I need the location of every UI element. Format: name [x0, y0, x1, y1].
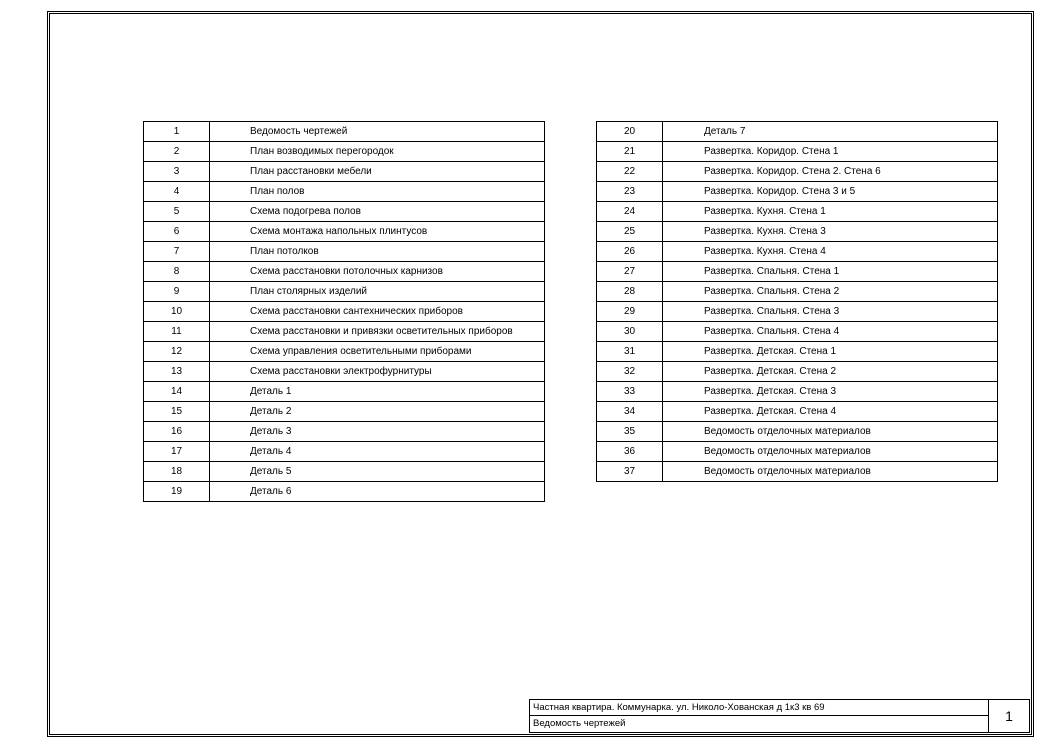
sheet-name-cell: Схема расстановки электрофурнитуры	[210, 362, 545, 382]
sheet-name-cell: План потолков	[210, 242, 545, 262]
table-row	[144, 462, 545, 482]
sheet-number-cell: 28	[597, 282, 663, 302]
sheet-name-cell: Схема расстановки сантехнических приборов	[210, 302, 545, 322]
sheet-name-cell: Деталь 7	[663, 122, 998, 142]
sheet-number-cell: 5	[144, 202, 210, 222]
sheet-number-cell: 15	[144, 402, 210, 422]
sheet-name-cell: Развертка. Коридор. Стена 2. Стена 6	[663, 162, 998, 182]
sheet-name-cell: Деталь 5	[210, 462, 545, 482]
sheet-name-cell: Ведомость отделочных материалов	[663, 462, 998, 482]
table-row	[144, 342, 545, 362]
sheet-name-cell: Деталь 1	[210, 382, 545, 402]
table-row	[597, 402, 998, 422]
table-row	[144, 382, 545, 402]
sheet-number-cell: 11	[144, 322, 210, 342]
sheet-number-cell: 31	[597, 342, 663, 362]
table-row	[597, 122, 998, 142]
sheet-number-cell: 35	[597, 422, 663, 442]
sheet-name-cell: Схема расстановки и привязки осветительных приборов	[210, 322, 545, 342]
sheet-name-cell: Развертка. Спальня. Стена 1	[663, 262, 998, 282]
sheet-number-cell: 34	[597, 402, 663, 422]
sheet-name-cell: Схема монтажа напольных плинтусов	[210, 222, 545, 242]
table-row	[597, 202, 998, 222]
sheet-number-cell: 8	[144, 262, 210, 282]
sheet-number-cell: 36	[597, 442, 663, 462]
sheet-name-cell: Развертка. Кухня. Стена 3	[663, 222, 998, 242]
sheet-name-cell: Развертка. Спальня. Стена 3	[663, 302, 998, 322]
title-block-sheet-title: Ведомость чертежей	[533, 718, 626, 729]
sheet-number-cell: 25	[597, 222, 663, 242]
sheet-number-cell: 6	[144, 222, 210, 242]
sheet-name-cell: Развертка. Кухня. Стена 4	[663, 242, 998, 262]
table-row	[597, 322, 998, 342]
sheet-name-cell: Развертка. Детская. Стена 4	[663, 402, 998, 422]
sheet-number-cell: 17	[144, 442, 210, 462]
table-row	[597, 422, 998, 442]
sheet-name-cell: Деталь 4	[210, 442, 545, 462]
table-row	[144, 402, 545, 422]
table-row	[597, 302, 998, 322]
sheet-number-cell: 16	[144, 422, 210, 442]
sheet-name-cell: Развертка. Коридор. Стена 3 и 5	[663, 182, 998, 202]
sheet-number-cell: 30	[597, 322, 663, 342]
sheet-number-cell: 37	[597, 462, 663, 482]
table-row	[144, 362, 545, 382]
sheet-number-cell: 32	[597, 362, 663, 382]
sheet-number-cell: 3	[144, 162, 210, 182]
table-row	[144, 202, 545, 222]
sheet-name-cell: Деталь 3	[210, 422, 545, 442]
sheet-number-cell: 2	[144, 142, 210, 162]
sheet-name-cell: План расстановки мебели	[210, 162, 545, 182]
sheet-number-cell: 10	[144, 302, 210, 322]
sheet-name-cell: Развертка. Кухня. Стена 1	[663, 202, 998, 222]
sheet-name-cell: Развертка. Спальня. Стена 2	[663, 282, 998, 302]
sheet-name-cell: План столярных изделий	[210, 282, 545, 302]
title-block-project: Частная квартира. Коммунарка. ул. Николо-Хованская д 1к3 кв 69	[530, 700, 988, 716]
table-row	[144, 142, 545, 162]
sheet-name-cell: Ведомость чертежей	[210, 122, 545, 142]
table-row	[144, 282, 545, 302]
table-row	[144, 182, 545, 202]
sheet-number-cell: 22	[597, 162, 663, 182]
table-row	[597, 462, 998, 482]
sheet-name-cell: Развертка. Детская. Стена 3	[663, 382, 998, 402]
sheet-number-cell: 29	[597, 302, 663, 322]
sheet-number-cell: 13	[144, 362, 210, 382]
title-block-sheet-number: 1	[988, 700, 1029, 732]
table-row	[597, 362, 998, 382]
table-row	[144, 302, 545, 322]
sheet-name-cell: Развертка. Спальня. Стена 4	[663, 322, 998, 342]
sheet-number-cell: 18	[144, 462, 210, 482]
sheet-number-cell: 12	[144, 342, 210, 362]
sheet-name-cell: План полов	[210, 182, 545, 202]
table-row	[597, 222, 998, 242]
sheet-number-cell: 33	[597, 382, 663, 402]
sheet-list-body-right	[597, 122, 998, 482]
sheet-number-cell: 4	[144, 182, 210, 202]
sheet-number-cell: 24	[597, 202, 663, 222]
table-row	[144, 162, 545, 182]
table-row	[144, 242, 545, 262]
table-row	[144, 222, 545, 242]
sheet-name-cell: Схема подогрева полов	[210, 202, 545, 222]
sheet-number-cell: 14	[144, 382, 210, 402]
sheet-number-cell: 1	[144, 122, 210, 142]
sheet-name-cell: Деталь 6	[210, 482, 545, 502]
title-block	[529, 699, 1030, 733]
sheet-list-table-right	[596, 121, 998, 482]
sheet-name-cell: Схема управления осветительными приборами	[210, 342, 545, 362]
sheet-number-cell: 7	[144, 242, 210, 262]
table-row	[144, 262, 545, 282]
sheet-name-cell: Деталь 2	[210, 402, 545, 422]
table-row	[597, 442, 998, 462]
table-row	[597, 342, 998, 362]
sheet-name-cell: План возводимых перегородок	[210, 142, 545, 162]
sheet-name-cell: Схема расстановки потолочных карнизов	[210, 262, 545, 282]
sheet-number-cell: 9	[144, 282, 210, 302]
table-row	[144, 422, 545, 442]
sheet-number-cell: 21	[597, 142, 663, 162]
sheet-name-cell: Развертка. Коридор. Стена 1	[663, 142, 998, 162]
sheet-name-cell: Развертка. Детская. Стена 2	[663, 362, 998, 382]
sheet-name-cell: Ведомость отделочных материалов	[663, 422, 998, 442]
table-row	[144, 322, 545, 342]
sheet-number-cell: 26	[597, 242, 663, 262]
table-row	[597, 262, 998, 282]
table-row	[597, 142, 998, 162]
table-row	[597, 282, 998, 302]
sheet-number-cell: 19	[144, 482, 210, 502]
table-row	[597, 242, 998, 262]
sheet-list-table-left	[143, 121, 545, 502]
sheet-number-cell: 20	[597, 122, 663, 142]
sheet-name-cell: Ведомость отделочных материалов	[663, 442, 998, 462]
table-row	[597, 162, 998, 182]
table-row	[144, 122, 545, 142]
sheet-list-body-left	[144, 122, 545, 502]
table-row	[597, 182, 998, 202]
table-row	[144, 482, 545, 502]
sheet-number-cell: 23	[597, 182, 663, 202]
sheet-name-cell: Развертка. Детская. Стена 1	[663, 342, 998, 362]
sheet-number-cell: 27	[597, 262, 663, 282]
table-row	[144, 442, 545, 462]
table-row	[597, 382, 998, 402]
